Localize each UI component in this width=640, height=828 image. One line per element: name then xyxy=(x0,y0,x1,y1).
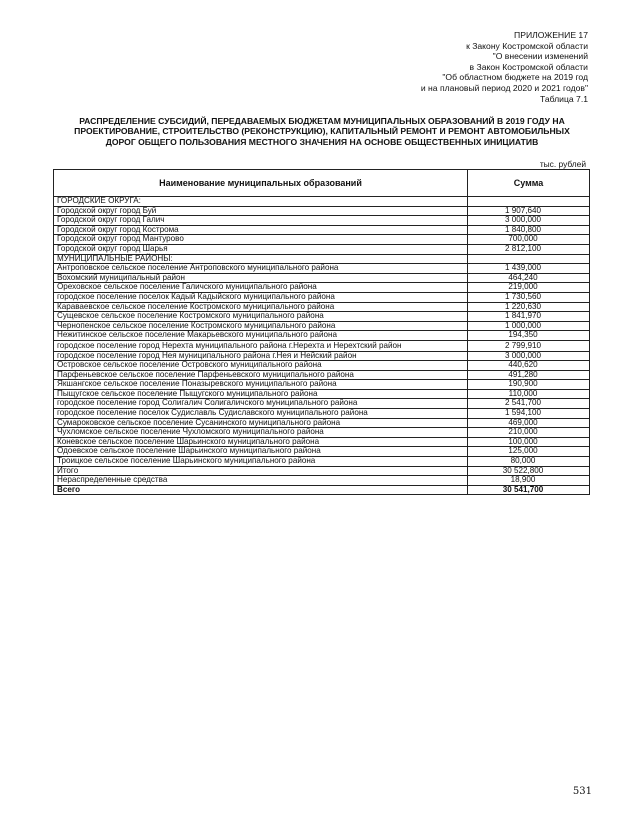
row-value: 18,900 xyxy=(468,476,590,486)
row-name: Караваевское сельское поселение Костромского муниципального района xyxy=(54,302,468,312)
row-value: 219,000 xyxy=(468,283,590,293)
row-value: 1 220,630 xyxy=(468,302,590,312)
row-value: 440,620 xyxy=(468,361,590,371)
table-row xyxy=(54,283,590,293)
row-name: Антроповское сельское поселение Антроповского муниципального района xyxy=(54,264,468,274)
row-name: Парфеньевское сельское поселение Парфеньевского муниципального района xyxy=(54,370,468,380)
row-name: Городской округ город Галич xyxy=(54,216,468,226)
row-value: 1 907,640 xyxy=(468,206,590,216)
row-name: Нераспределенные средства xyxy=(54,476,468,486)
row-name: Пыщугское сельское поселение Пыщугского муниципального района xyxy=(54,389,468,399)
row-name: Островское сельское поселение Островского муниципального района xyxy=(54,361,468,371)
table-row xyxy=(54,312,590,322)
row-value: 210,000 xyxy=(468,428,590,438)
header-line: "Об областном бюджете на 2019 год xyxy=(442,72,588,83)
row-name: Нежитинское сельское поселение Макарьевского муниципального района xyxy=(54,331,468,341)
row-value: 110,000 xyxy=(468,389,590,399)
table-row xyxy=(54,380,590,390)
appendix-header xyxy=(328,30,588,104)
row-name: городское поселение поселок Кадый Кадыйского муниципального района xyxy=(54,292,468,302)
row-name: Одоевское сельское поселение Шарьинского муниципального района xyxy=(54,447,468,457)
row-value: 469,000 xyxy=(468,418,590,428)
row-name: Вохомский муниципальный район xyxy=(54,273,468,283)
table-row xyxy=(54,292,590,302)
row-name: Чернопенское сельское поселение Костромского муниципального района xyxy=(54,321,468,331)
row-name: Ореховское сельское поселение Галичского муниципального района xyxy=(54,283,468,293)
table-row xyxy=(54,244,590,254)
row-name: Всего xyxy=(54,485,468,495)
table-row xyxy=(54,428,590,438)
table-row xyxy=(54,361,590,371)
row-value: 194,350 xyxy=(468,331,590,341)
row-value: 1 730,560 xyxy=(468,292,590,302)
header-line: ПРИЛОЖЕНИЕ 17 xyxy=(514,30,588,40)
header-line: "О внесении изменений xyxy=(492,51,588,62)
header-line: Таблица 7.1 xyxy=(539,93,588,104)
header-line: к Закону Костромской области xyxy=(466,40,588,51)
row-name: Городской округ город Кострома xyxy=(54,225,468,235)
table-row xyxy=(54,409,590,419)
row-value: 1 439,000 xyxy=(468,264,590,274)
document-title: РАСПРЕДЕЛЕНИЕ СУБСИДИЙ, ПЕРЕДАВАЕМЫХ БЮДЖЕТАМ МУНИЦИПАЛЬНЫХ ОБРАЗОВАНИЙ В 2019 ГОДУ НА ПРОЕКТИРОВАНИЕ, СТРОИТЕЛЬСТВО (РЕКОНСТРУКЦИЮ), КАПИТАЛЬНЫЙ РЕМОНТ И РЕМОНТ АВТОМОБИЛЬНЫХ ДОРОГ ОБЩЕГО ПОЛЬЗОВАНИЯ МЕСТНОГО ЗНАЧЕНИЯ НА ОСНОВЕ ОБЩЕСТВЕННЫХ ИНИЦИАТИВ xyxy=(74,116,570,147)
units-label: тыс. рублей xyxy=(539,159,586,169)
row-value: 3 000,000 xyxy=(468,216,590,226)
table-row xyxy=(54,476,590,486)
row-value: 190,900 xyxy=(468,380,590,390)
row-name: Сущевское сельское поселение Костромского муниципального района xyxy=(54,312,468,322)
row-value: 2 541,700 xyxy=(468,399,590,409)
row-value: 1 000,000 xyxy=(468,321,590,331)
table-header-row xyxy=(54,170,590,197)
row-value xyxy=(468,197,590,207)
row-name: городское поселение город Нерехта муниципального района г.Нерехта и Нерехтский район xyxy=(54,340,468,351)
table-row xyxy=(54,457,590,467)
row-value: 1 841,970 xyxy=(468,312,590,322)
column-header-sum: Сумма xyxy=(468,170,590,197)
row-value: 30 541,700 xyxy=(468,485,590,495)
row-value: 464,240 xyxy=(468,273,590,283)
table-row xyxy=(54,216,590,226)
row-name: Троицкое сельское поселение Шарьинского муниципального района xyxy=(54,457,468,467)
row-value: 2 799,910 xyxy=(468,340,590,351)
row-name: Чухломское сельское поселение Чухломского муниципального района xyxy=(54,428,468,438)
row-value: 1 594,100 xyxy=(468,409,590,419)
row-name: Городской округ город Мантурово xyxy=(54,235,468,245)
row-name: Коневское сельское поселение Шарьинского муниципального района xyxy=(54,437,468,447)
subsidies-table xyxy=(53,169,590,495)
row-value: 100,000 xyxy=(468,437,590,447)
row-name: городское поселение город Нея муниципального района г.Нея и Нейский район xyxy=(54,351,468,361)
row-name: Якшангское сельское поселение Поназыревского муниципального района xyxy=(54,380,468,390)
row-value: 1 840,800 xyxy=(468,225,590,235)
column-header-name: Наименование муниципальных образований xyxy=(54,170,468,197)
row-value: 700,000 xyxy=(468,235,590,245)
row-value: 3 000,000 xyxy=(468,351,590,361)
row-name: Сумароковское сельское поселение Сусанинского муниципального района xyxy=(54,418,468,428)
row-name: городское поселение город Солигалич Солигаличского муниципального района xyxy=(54,399,468,409)
row-name: городское поселение поселок Судиславль Судиславского муниципального района xyxy=(54,409,468,419)
row-value: 491,280 xyxy=(468,370,590,380)
header-line: в Закон Костромской области xyxy=(469,61,588,72)
row-value: 30 522,800 xyxy=(468,466,590,476)
table-body xyxy=(54,197,590,495)
row-name: МУНИЦИПАЛЬНЫЕ РАЙОНЫ: xyxy=(54,254,468,264)
table-row xyxy=(54,485,590,495)
row-name: Городской округ город Шарья xyxy=(54,244,468,254)
row-value: 125,000 xyxy=(468,447,590,457)
header-line: и на плановый период 2020 и 2021 годов" xyxy=(420,82,588,93)
table-row xyxy=(54,197,590,207)
row-value: 80,000 xyxy=(468,457,590,467)
row-value: 2 812,100 xyxy=(468,244,590,254)
table-row xyxy=(54,264,590,274)
row-name: Городской округ город Буй xyxy=(54,206,468,216)
row-name: Итого xyxy=(54,466,468,476)
page-number: 531 xyxy=(572,786,592,797)
table-row xyxy=(54,331,590,341)
row-name: ГОРОДСКИЕ ОКРУГА: xyxy=(54,197,468,207)
table-row xyxy=(54,340,590,351)
